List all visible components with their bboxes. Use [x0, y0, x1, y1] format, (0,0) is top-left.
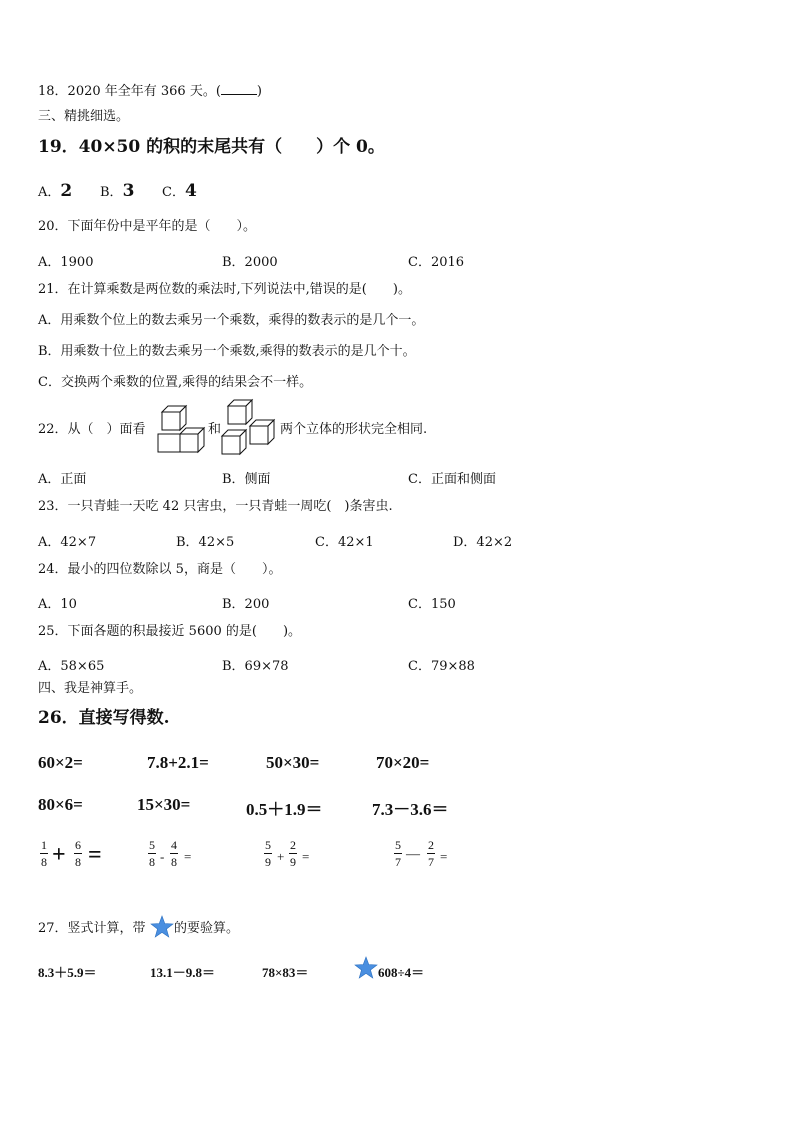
calc-0.5+1.9: 0.5＋1.9＝ — [246, 800, 323, 819]
fraction-1-8: 1 8 — [41, 838, 47, 869]
calc-15x30: 15×30= — [137, 795, 191, 814]
minus-dash: — — [406, 847, 420, 862]
q24-option-c[interactable]: C．150 — [408, 597, 456, 612]
fraction-5-9: 5 9 — [265, 838, 271, 869]
fraction-6-8: 6 8 — [75, 838, 81, 869]
q22-prefix: 22．从（ ）面看 — [38, 422, 146, 437]
q21-option-a[interactable]: A．用乘数个位上的数去乘另一个乘数，乘得的数表示的是几个一。 — [38, 313, 425, 328]
vertical-calc-3: 78×83＝ — [262, 965, 309, 980]
q22-option-a[interactable]: A．正面 — [38, 472, 87, 487]
vertical-calc-1: 8.3＋5.9＝ — [38, 965, 97, 980]
fraction-5-7: 5 7 — [395, 838, 401, 869]
star-icon — [150, 915, 174, 939]
vertical-calc-4: 608÷4＝ — [378, 965, 425, 980]
fraction-4-8: 4 8 — [171, 838, 177, 869]
q23-option-a[interactable]: A．42×7 — [38, 535, 97, 550]
q22-option-c[interactable]: C．正面和侧面 — [408, 472, 496, 487]
question-25: 25．下面各题的积最接近 5600 的是( )。 — [38, 624, 302, 639]
question-24: 24．最小的四位数除以 5，商是（ ）。 — [38, 562, 282, 577]
q23-option-b[interactable]: B．42×5 — [176, 535, 235, 550]
q22-suffix: 两个立体的形状完全相同. — [280, 422, 428, 437]
section-4-title: 四、我是神算手。 — [38, 681, 143, 696]
q18-close: ) — [256, 84, 262, 99]
calc-80x6: 80×6= — [38, 795, 83, 814]
q19-option-c[interactable]: C．4 — [162, 181, 197, 201]
minus-sign: - — [160, 849, 165, 864]
question-26-title: 26．直接写得数. — [38, 708, 170, 728]
q25-option-b[interactable]: B．69×78 — [222, 659, 289, 674]
question-23: 23．一只青蛙一天吃 42 只害虫，一只青蛙一周吃( )条害虫. — [38, 499, 393, 514]
q22-option-b[interactable]: B．侧面 — [222, 472, 271, 487]
q19-option-b[interactable]: B．3 — [100, 181, 135, 201]
fraction-5-8: 5 8 — [149, 838, 155, 869]
q27-suffix: 的要验算。 — [174, 921, 240, 936]
q25-option-a[interactable]: A．58×65 — [38, 659, 105, 674]
star-icon — [354, 956, 378, 980]
question-21: 21．在计算乘数是两位数的乘法时,下列说法中,错误的是( )。 — [38, 282, 411, 297]
cube-figure-1 — [156, 404, 208, 454]
calc-70x20: 70×20= — [376, 753, 430, 772]
q20-option-a[interactable]: A．1900 — [38, 255, 94, 270]
q18-text: 18．2020 年全年有 366 天。( — [38, 84, 221, 99]
equals-sign: = — [440, 849, 448, 864]
calc-7.8+2.1: 7.8+2.1= — [147, 753, 209, 772]
question-19: 19．40×50 的积的末尾共有（ ）个 0。 — [38, 137, 385, 157]
q23-option-c[interactable]: C．42×1 — [315, 535, 374, 550]
question-20: 20．下面年份中是平年的是（ ）。 — [38, 219, 257, 234]
fraction-2-7: 2 7 — [428, 838, 434, 869]
calc-7.3-3.6: 7.3－3.6＝ — [372, 800, 449, 819]
plus-sign: + — [277, 849, 285, 864]
q19-option-a[interactable]: A．2 — [38, 181, 73, 201]
fraction-2-9: 2 9 — [290, 838, 296, 869]
calc-50x30: 50×30= — [266, 753, 320, 772]
equals-sign: = — [184, 849, 192, 864]
section-3-title: 三、精挑细选。 — [38, 109, 130, 124]
plus-sign: + — [52, 842, 66, 868]
q27-prefix: 27．竖式计算，带 — [38, 921, 146, 936]
q24-option-a[interactable]: A．10 — [38, 597, 77, 612]
q20-option-b[interactable]: B．2000 — [222, 255, 278, 270]
q22-and: 和 — [208, 422, 222, 437]
q18-answer-blank[interactable] — [221, 84, 257, 95]
question-18 — [38, 84, 262, 100]
equals-sign: = — [88, 842, 102, 868]
cube-figure-2 — [220, 398, 280, 458]
q21-option-c[interactable]: C．交换两个乘数的位置,乘得的结果会不一样。 — [38, 375, 313, 390]
q20-option-c[interactable]: C．2016 — [408, 255, 465, 270]
q25-option-c[interactable]: C．79×88 — [408, 659, 475, 674]
calc-60x2: 60×2= — [38, 753, 83, 772]
q23-option-d[interactable]: D．42×2 — [453, 535, 513, 550]
vertical-calc-2: 13.1－9.8＝ — [150, 965, 216, 980]
equals-sign: = — [302, 849, 310, 864]
q24-option-b[interactable]: B．200 — [222, 597, 270, 612]
q21-option-b[interactable]: B．用乘数十位上的数去乘另一个乘数,乘得的数表示的是几个十。 — [38, 344, 416, 359]
